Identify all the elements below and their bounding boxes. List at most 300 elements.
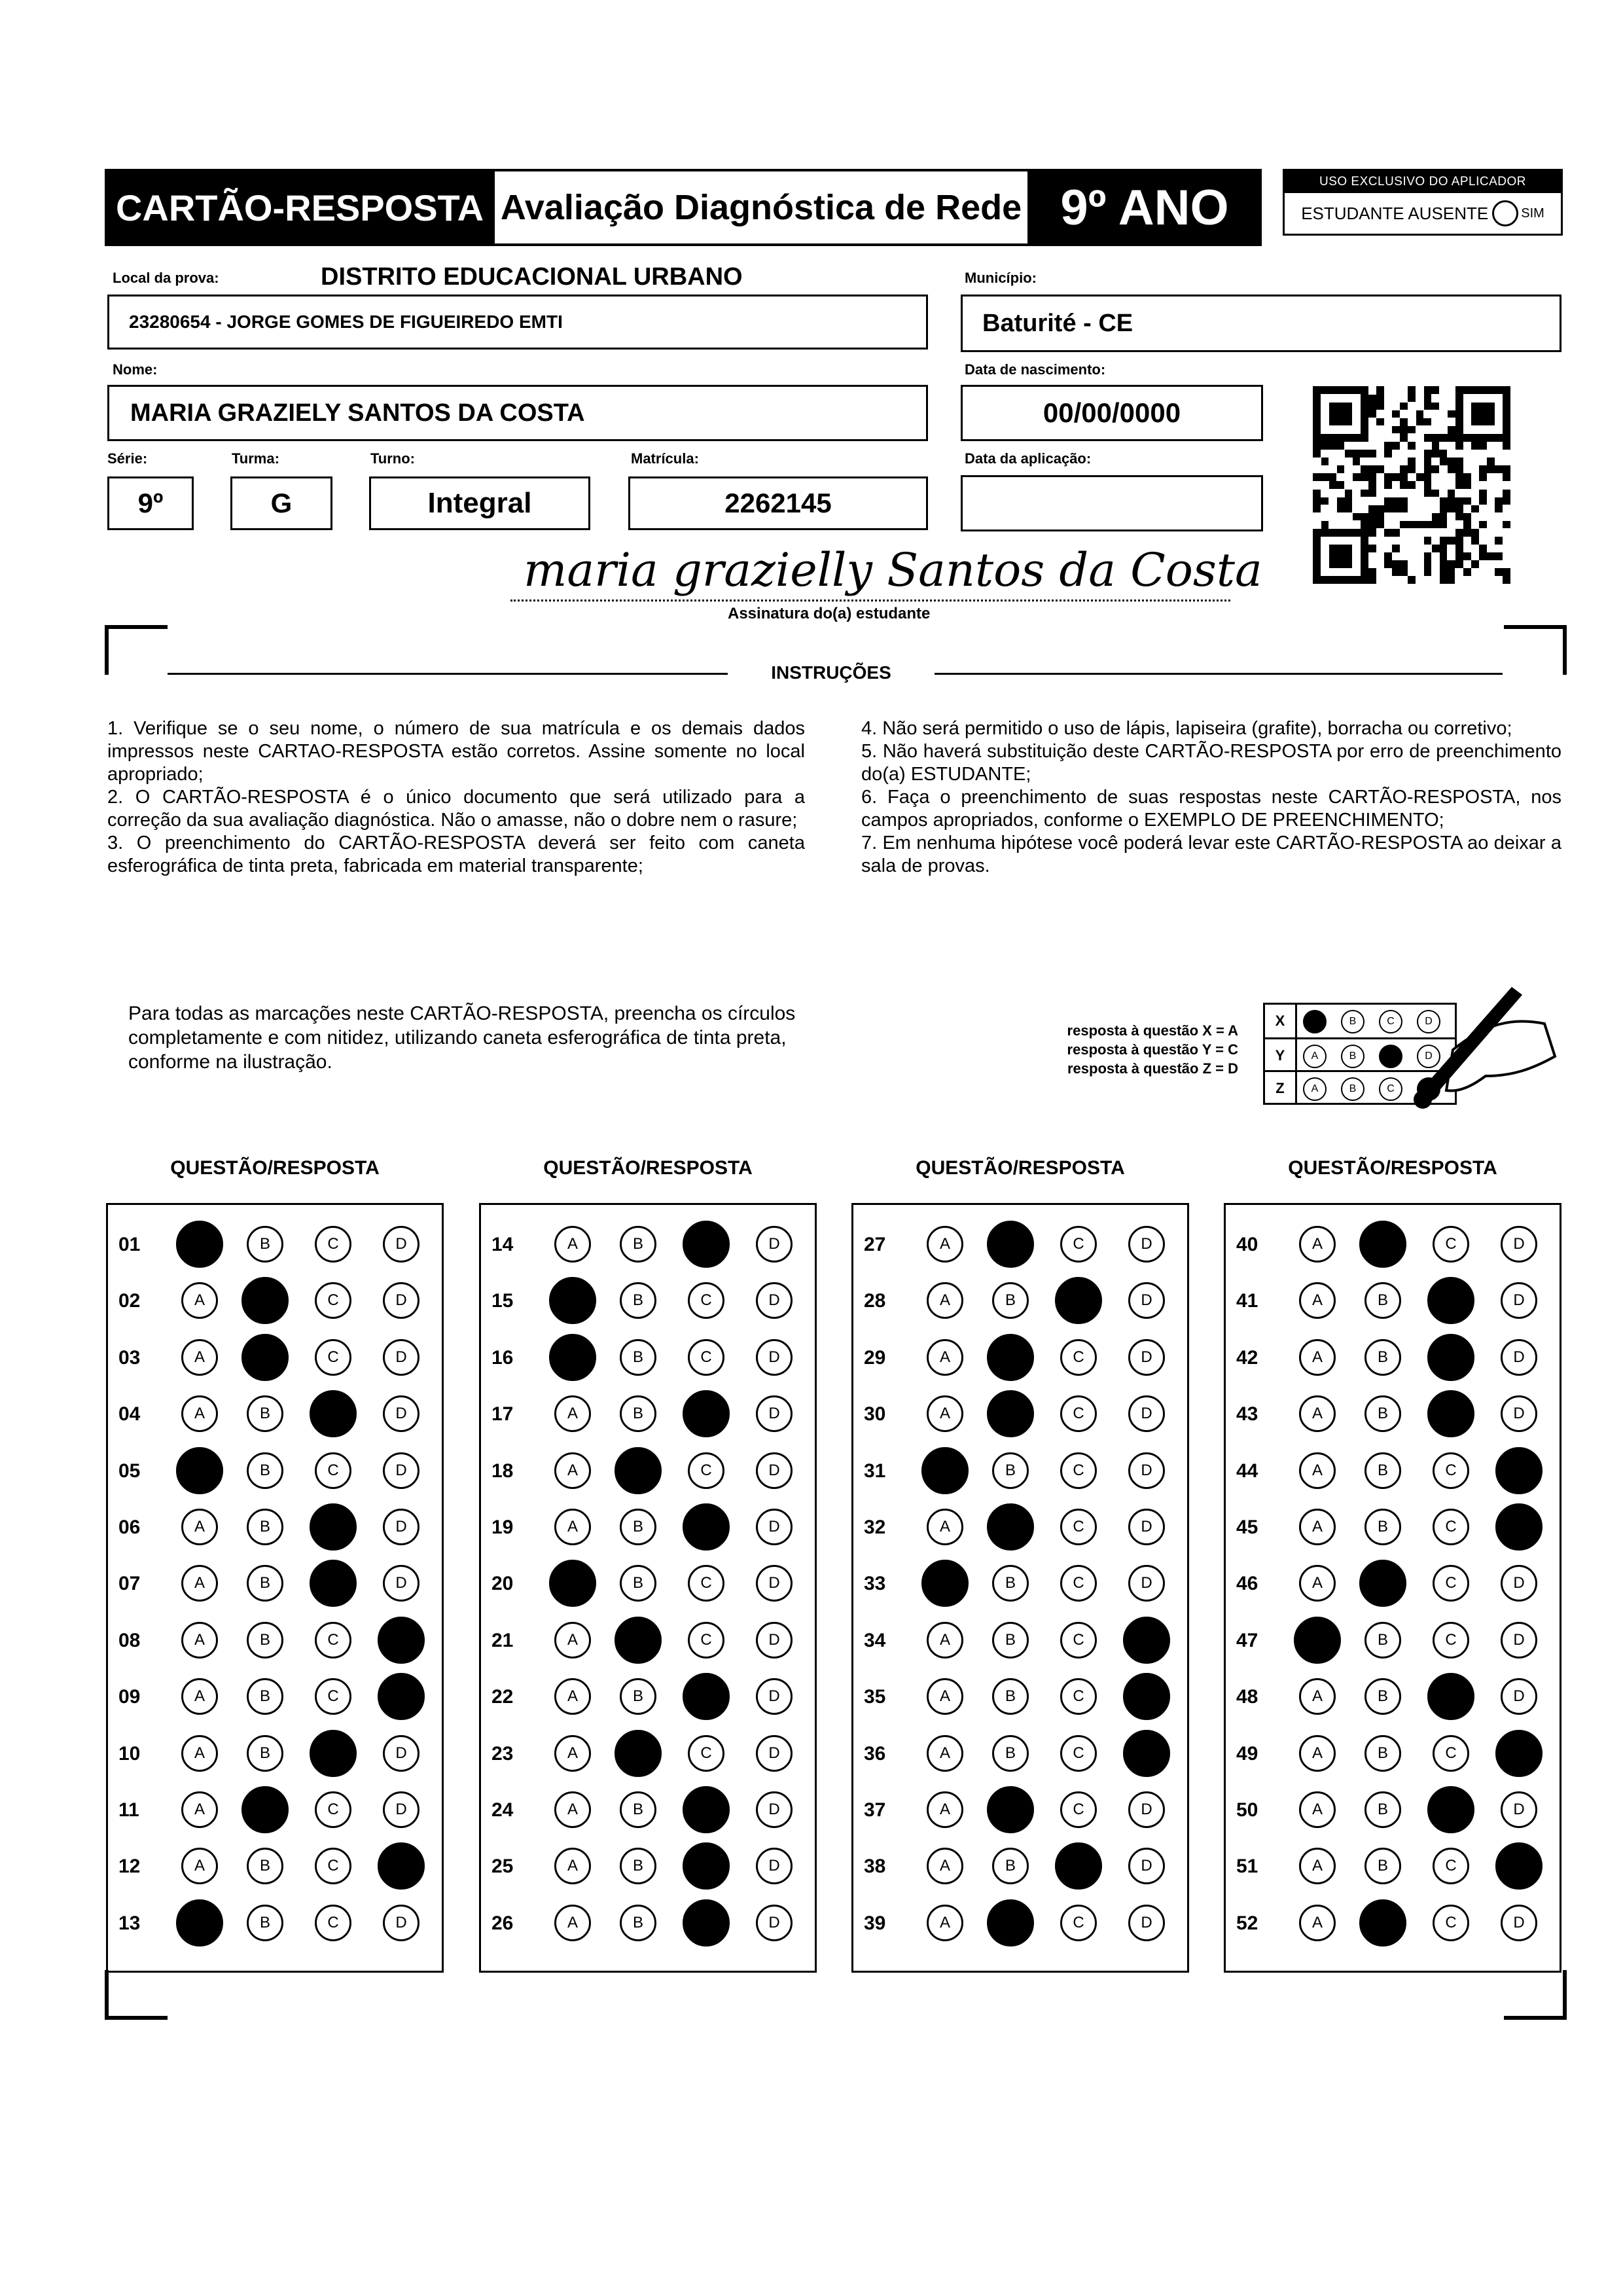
answer-bubble-c[interactable]: C xyxy=(1060,1565,1097,1602)
answer-bubble-b[interactable]: B xyxy=(247,1905,283,1941)
question-number: 05 xyxy=(118,1460,141,1482)
answer-bubble-c[interactable] xyxy=(310,1560,357,1607)
answer-bubble-c[interactable]: C xyxy=(1433,1509,1469,1545)
answer-bubble-d[interactable]: D xyxy=(383,1282,419,1319)
nome-value: MARIA GRAZIELY SANTOS DA COSTA xyxy=(130,399,585,427)
answer-bubble-d[interactable]: D xyxy=(756,1509,793,1545)
answer-bubble-d[interactable] xyxy=(378,1617,425,1664)
answer-bubble-c[interactable]: C xyxy=(1433,1226,1469,1263)
answer-bubble-c[interactable]: C xyxy=(1060,1735,1097,1772)
question-number: 08 xyxy=(118,1629,141,1651)
answer-bubble-b[interactable]: B xyxy=(992,1848,1029,1884)
answer-bubble-d[interactable]: D xyxy=(383,1395,419,1432)
answer-bubble-a[interactable]: A xyxy=(181,1339,218,1376)
answer-bubble-b[interactable]: B xyxy=(1364,1339,1401,1376)
question-row xyxy=(1226,1564,1560,1603)
answer-bubble-b[interactable] xyxy=(241,1277,289,1324)
answer-bubble-d[interactable]: D xyxy=(756,1395,793,1432)
answer-bubble-b[interactable]: B xyxy=(247,1509,283,1545)
answer-bubble-b[interactable]: B xyxy=(620,1905,656,1941)
question-number: 36 xyxy=(864,1742,886,1765)
answer-bubble-b[interactable] xyxy=(1359,1560,1406,1607)
answer-bubble-b[interactable]: B xyxy=(247,1735,283,1772)
matricula-field xyxy=(628,476,928,530)
answer-bubble-d[interactable]: D xyxy=(1128,1905,1165,1941)
answer-bubble-d[interactable]: D xyxy=(1128,1565,1165,1602)
question-row xyxy=(853,1507,1187,1547)
answer-bubble-b[interactable]: B xyxy=(1364,1735,1401,1772)
answer-bubble-b[interactable] xyxy=(987,1390,1034,1437)
answer-bubble-a[interactable]: A xyxy=(554,1622,591,1659)
answer-bubble-a[interactable]: A xyxy=(554,1395,591,1432)
question-row xyxy=(481,1790,815,1829)
column-header: QUESTÃO/RESPOSTA xyxy=(1288,1157,1497,1179)
question-row xyxy=(853,1734,1187,1773)
answer-bubble-d[interactable]: D xyxy=(383,1905,419,1941)
municipio-value: Baturité - CE xyxy=(982,309,1133,337)
answer-bubble-b[interactable]: B xyxy=(620,1848,656,1884)
column-header: QUESTÃO/RESPOSTA xyxy=(543,1157,753,1179)
answer-bubble-c[interactable] xyxy=(1427,1334,1474,1381)
answer-bubble-c[interactable] xyxy=(683,1390,730,1437)
question-row xyxy=(1226,1394,1560,1433)
answer-bubble-d[interactable]: D xyxy=(383,1226,419,1263)
answer-bubble-c[interactable]: C xyxy=(1060,1452,1097,1489)
answer-bubble-d[interactable]: D xyxy=(1501,1565,1537,1602)
answer-bubble-b[interactable]: B xyxy=(620,1282,656,1319)
answer-bubble-a[interactable]: A xyxy=(554,1226,591,1263)
question-row xyxy=(1226,1734,1560,1773)
example-bubble-a: A xyxy=(1303,1045,1327,1068)
answer-bubble-a[interactable]: A xyxy=(181,1848,218,1884)
question-row xyxy=(108,1677,442,1716)
question-number: 41 xyxy=(1236,1290,1258,1312)
answer-bubble-c[interactable]: C xyxy=(1060,1678,1097,1715)
answer-bubble-d[interactable]: D xyxy=(756,1622,793,1659)
answer-bubble-b[interactable]: B xyxy=(1364,1395,1401,1432)
answer-bubble-d[interactable]: D xyxy=(756,1678,793,1715)
answer-bubble-b[interactable]: B xyxy=(1364,1452,1401,1489)
answer-bubble-c[interactable]: C xyxy=(688,1735,724,1772)
serie-field xyxy=(107,476,194,530)
question-number: 51 xyxy=(1236,1856,1258,1878)
municipio-label: Município: xyxy=(965,270,1037,286)
answer-bubble-a[interactable]: A xyxy=(1299,1282,1336,1319)
answer-bubble-b[interactable]: B xyxy=(1364,1678,1401,1715)
answer-bubble-a[interactable] xyxy=(176,1899,223,1946)
evaluation-title-text: Avaliação Diagnóstica de Rede xyxy=(500,188,1022,227)
answer-bubble-b[interactable] xyxy=(987,1899,1034,1946)
question-number: 28 xyxy=(864,1290,886,1312)
answer-bubble-c[interactable]: C xyxy=(688,1565,724,1602)
question-row xyxy=(481,1677,815,1716)
answer-bubble-a[interactable]: A xyxy=(927,1678,963,1715)
answer-bubble-d[interactable]: D xyxy=(756,1735,793,1772)
answer-bubble-a[interactable] xyxy=(176,1447,223,1494)
answer-bubble-a[interactable]: A xyxy=(181,1622,218,1659)
answer-bubble-c[interactable] xyxy=(683,1842,730,1890)
answer-bubble-c[interactable]: C xyxy=(1433,1735,1469,1772)
answer-bubble-b[interactable]: B xyxy=(247,1395,283,1432)
question-row xyxy=(481,1734,815,1773)
answer-bubble-a[interactable]: A xyxy=(181,1395,218,1432)
answer-bubble-c[interactable]: C xyxy=(315,1282,351,1319)
answer-bubble-a[interactable]: A xyxy=(554,1452,591,1489)
answer-bubble-a[interactable]: A xyxy=(181,1509,218,1545)
matricula-label: Matrícula: xyxy=(631,450,699,467)
answer-bubble-d[interactable]: D xyxy=(383,1509,419,1545)
nome-field xyxy=(107,385,928,441)
answer-bubble-a[interactable]: A xyxy=(181,1678,218,1715)
question-row xyxy=(108,1734,442,1773)
question-row xyxy=(108,1281,442,1320)
example-row-label: Y xyxy=(1265,1039,1297,1072)
answer-bubble-d[interactable]: D xyxy=(756,1339,793,1376)
answer-bubble-b[interactable]: B xyxy=(247,1452,283,1489)
answer-bubble-a[interactable] xyxy=(921,1560,969,1607)
question-row xyxy=(853,1225,1187,1264)
question-number: 27 xyxy=(864,1234,886,1255)
answer-bubble-a[interactable]: A xyxy=(927,1339,963,1376)
example-legend-x: resposta à questão X = A xyxy=(1067,1022,1238,1039)
answer-bubble-b[interactable] xyxy=(241,1334,289,1381)
answer-column xyxy=(106,1203,444,1973)
question-row xyxy=(108,1394,442,1433)
answer-bubble-a[interactable]: A xyxy=(1299,1791,1336,1828)
question-number: 20 xyxy=(491,1573,514,1595)
answer-bubble-a[interactable]: A xyxy=(1299,1848,1336,1884)
answer-bubble-b[interactable]: B xyxy=(620,1339,656,1376)
answer-bubble-b[interactable] xyxy=(615,1447,662,1494)
answer-bubble-b[interactable]: B xyxy=(620,1509,656,1545)
answer-bubble-a[interactable]: A xyxy=(181,1565,218,1602)
answer-bubble-c[interactable]: C xyxy=(1060,1791,1097,1828)
answer-bubble-b[interactable]: B xyxy=(992,1622,1029,1659)
answer-bubble-d[interactable]: D xyxy=(756,1226,793,1263)
answer-bubble-b[interactable] xyxy=(241,1786,289,1833)
answer-bubble-c[interactable] xyxy=(683,1673,730,1720)
answer-bubble-a[interactable] xyxy=(921,1447,969,1494)
answer-bubble-a[interactable] xyxy=(549,1560,596,1607)
answer-bubble-c[interactable] xyxy=(1427,1786,1474,1833)
example-row-label: X xyxy=(1265,1005,1297,1037)
answer-bubble-c[interactable] xyxy=(683,1221,730,1268)
answer-bubble-d[interactable]: D xyxy=(1501,1678,1537,1715)
example-bubble-d: D xyxy=(1417,1045,1440,1068)
answer-bubble-b[interactable] xyxy=(615,1617,662,1664)
answer-bubble-a[interactable]: A xyxy=(927,1282,963,1319)
column-header: QUESTÃO/RESPOSTA xyxy=(916,1157,1125,1179)
question-row xyxy=(853,1564,1187,1603)
answer-bubble-a[interactable] xyxy=(176,1221,223,1268)
answer-bubble-c[interactable]: C xyxy=(315,1905,351,1941)
answer-bubble-d[interactable]: D xyxy=(1128,1339,1165,1376)
answer-bubble-d[interactable]: D xyxy=(1128,1452,1165,1489)
answer-column xyxy=(851,1203,1189,1973)
corner-mark-bottom-right xyxy=(1504,1970,1567,2020)
question-row xyxy=(481,1451,815,1490)
question-number: 13 xyxy=(118,1912,141,1934)
answer-bubble-d[interactable]: D xyxy=(1501,1339,1537,1376)
answer-bubble-b[interactable] xyxy=(1359,1221,1406,1268)
answer-bubble-c[interactable]: C xyxy=(688,1339,724,1376)
answer-bubble-c[interactable]: C xyxy=(688,1452,724,1489)
answer-bubble-a[interactable]: A xyxy=(1299,1678,1336,1715)
answer-bubble-d[interactable]: D xyxy=(1128,1226,1165,1263)
answer-bubble-b[interactable]: B xyxy=(992,1735,1029,1772)
answer-bubble-d[interactable]: D xyxy=(756,1282,793,1319)
answer-bubble-d[interactable] xyxy=(378,1673,425,1720)
answer-bubble-d[interactable]: D xyxy=(1501,1395,1537,1432)
example-bubble-d: D xyxy=(1417,1010,1440,1033)
answer-bubble-c[interactable] xyxy=(683,1503,730,1551)
answer-bubble-b[interactable]: B xyxy=(1364,1282,1401,1319)
question-number: 44 xyxy=(1236,1460,1258,1482)
answer-bubble-c[interactable]: C xyxy=(688,1622,724,1659)
answer-bubble-b[interactable]: B xyxy=(992,1565,1029,1602)
answer-bubble-c[interactable] xyxy=(1055,1842,1102,1890)
answer-bubble-c[interactable]: C xyxy=(688,1282,724,1319)
answer-bubble-d[interactable]: D xyxy=(1128,1282,1165,1319)
answer-bubble-d[interactable]: D xyxy=(1128,1509,1165,1545)
ausente-checkbox[interactable] xyxy=(1492,200,1518,226)
answer-bubble-d[interactable]: D xyxy=(1501,1622,1537,1659)
answer-bubble-d[interactable] xyxy=(1495,1730,1543,1777)
question-row xyxy=(481,1507,815,1547)
question-row xyxy=(108,1451,442,1490)
answer-bubble-a[interactable]: A xyxy=(554,1678,591,1715)
question-number: 30 xyxy=(864,1403,886,1426)
local-label: Local da prova: xyxy=(113,270,219,286)
answer-bubble-a[interactable]: A xyxy=(1299,1509,1336,1545)
answer-bubble-c[interactable]: C xyxy=(315,1791,351,1828)
answer-bubble-a[interactable]: A xyxy=(1299,1339,1336,1376)
answer-bubble-d[interactable]: D xyxy=(1128,1395,1165,1432)
answer-bubble-b[interactable]: B xyxy=(620,1226,656,1263)
answer-bubble-c[interactable]: C xyxy=(315,1339,351,1376)
answer-bubble-b[interactable]: B xyxy=(620,1395,656,1432)
answer-bubble-c[interactable] xyxy=(683,1899,730,1946)
answer-bubble-a[interactable]: A xyxy=(927,1791,963,1828)
answer-bubble-d[interactable]: D xyxy=(383,1565,419,1602)
answer-bubble-d[interactable]: D xyxy=(1501,1282,1537,1319)
answer-bubble-d[interactable]: D xyxy=(1128,1848,1165,1884)
answer-bubble-a[interactable]: A xyxy=(1299,1735,1336,1772)
answer-bubble-a[interactable]: A xyxy=(181,1735,218,1772)
answer-bubble-a[interactable] xyxy=(549,1334,596,1381)
question-row xyxy=(481,1846,815,1886)
answer-bubble-b[interactable]: B xyxy=(1364,1791,1401,1828)
answer-bubble-c[interactable]: C xyxy=(1433,1622,1469,1659)
answer-bubble-b[interactable]: B xyxy=(992,1678,1029,1715)
qr-code xyxy=(1313,386,1510,584)
turno-label: Turno: xyxy=(370,450,416,467)
answer-bubble-d[interactable] xyxy=(1495,1447,1543,1494)
answer-bubble-b[interactable] xyxy=(1359,1899,1406,1946)
answer-bubble-c[interactable]: C xyxy=(1060,1905,1097,1941)
answer-bubble-c[interactable]: C xyxy=(315,1452,351,1489)
answer-bubble-a[interactable]: A xyxy=(554,1848,591,1884)
question-number: 37 xyxy=(864,1799,886,1821)
question-row xyxy=(1226,1790,1560,1829)
question-number: 35 xyxy=(864,1686,886,1708)
answer-bubble-c[interactable]: C xyxy=(315,1848,351,1884)
answer-bubble-a[interactable]: A xyxy=(181,1791,218,1828)
answer-bubble-c[interactable] xyxy=(1427,1277,1474,1324)
question-row xyxy=(481,1225,815,1264)
answer-bubble-b[interactable] xyxy=(987,1786,1034,1833)
answer-bubble-c[interactable] xyxy=(310,1503,357,1551)
answer-bubble-a[interactable]: A xyxy=(1299,1395,1336,1432)
answer-bubble-b[interactable] xyxy=(987,1221,1034,1268)
answer-bubble-c[interactable]: C xyxy=(1433,1452,1469,1489)
answer-bubble-c[interactable]: C xyxy=(1060,1339,1097,1376)
answer-bubble-b[interactable]: B xyxy=(247,1622,283,1659)
answer-bubble-d[interactable] xyxy=(1495,1842,1543,1890)
question-row xyxy=(1226,1451,1560,1490)
answer-bubble-d[interactable]: D xyxy=(383,1339,419,1376)
question-number: 43 xyxy=(1236,1403,1258,1426)
answer-bubble-a[interactable]: A xyxy=(927,1905,963,1941)
question-row xyxy=(1226,1507,1560,1547)
example-bubble-a: A xyxy=(1303,1077,1327,1101)
municipio-field xyxy=(961,295,1561,352)
question-row xyxy=(108,1225,442,1264)
answer-bubble-d[interactable]: D xyxy=(1501,1791,1537,1828)
answer-bubble-b[interactable]: B xyxy=(620,1678,656,1715)
question-row xyxy=(108,1846,442,1886)
answer-bubble-c[interactable]: C xyxy=(1060,1226,1097,1263)
answer-bubble-a[interactable]: A xyxy=(927,1226,963,1263)
answer-bubble-a[interactable] xyxy=(1294,1617,1341,1664)
aplicacao-label: Data da aplicação: xyxy=(965,450,1092,467)
question-number: 18 xyxy=(491,1460,514,1482)
answer-bubble-d[interactable]: D xyxy=(756,1905,793,1941)
answer-bubble-b[interactable]: B xyxy=(992,1452,1029,1489)
answer-bubble-a[interactable]: A xyxy=(1299,1905,1336,1941)
question-row xyxy=(108,1564,442,1603)
answer-bubble-a[interactable]: A xyxy=(1299,1565,1336,1602)
answer-bubble-a[interactable]: A xyxy=(554,1905,591,1941)
answer-bubble-a[interactable]: A xyxy=(1299,1452,1336,1489)
answer-bubble-b[interactable]: B xyxy=(1364,1622,1401,1659)
answer-bubble-c[interactable]: C xyxy=(1433,1565,1469,1602)
example-bubble-c: C xyxy=(1379,1010,1402,1033)
answer-bubble-c[interactable]: C xyxy=(315,1622,351,1659)
answer-bubble-a[interactable]: A xyxy=(554,1735,591,1772)
question-number: 17 xyxy=(491,1403,514,1426)
answer-bubble-c[interactable] xyxy=(1055,1277,1102,1324)
answer-bubble-c[interactable]: C xyxy=(315,1678,351,1715)
answer-bubble-c[interactable] xyxy=(683,1786,730,1833)
answer-bubble-b[interactable]: B xyxy=(247,1848,283,1884)
answer-bubble-d[interactable] xyxy=(1495,1503,1543,1551)
answer-bubble-a[interactable] xyxy=(549,1277,596,1324)
question-number: 31 xyxy=(864,1460,886,1482)
answer-bubble-d[interactable]: D xyxy=(756,1452,793,1489)
question-row xyxy=(853,1677,1187,1716)
local-value: 23280654 - JORGE GOMES DE FIGUEIREDO EMTI xyxy=(129,312,563,332)
answer-bubble-d[interactable]: D xyxy=(1501,1226,1537,1263)
answer-bubble-a[interactable]: A xyxy=(927,1509,963,1545)
answer-bubble-d[interactable]: D xyxy=(756,1565,793,1602)
answer-bubble-a[interactable]: A xyxy=(554,1509,591,1545)
answer-bubble-d[interactable]: D xyxy=(383,1452,419,1489)
question-row xyxy=(481,1621,815,1660)
question-number: 10 xyxy=(118,1742,141,1765)
answer-bubble-b[interactable]: B xyxy=(620,1565,656,1602)
answer-bubble-a[interactable]: A xyxy=(1299,1226,1336,1263)
answer-bubble-d[interactable] xyxy=(1123,1617,1170,1664)
turma-label: Turma: xyxy=(232,450,279,467)
answer-bubble-d[interactable]: D xyxy=(1501,1905,1537,1941)
question-row xyxy=(853,1621,1187,1660)
question-row xyxy=(481,1338,815,1377)
answer-bubble-d[interactable] xyxy=(378,1842,425,1890)
uso-exclusivo-title: USO EXCLUSIVO DO APLICADOR xyxy=(1285,171,1561,193)
pen-hand-icon xyxy=(1414,978,1558,1109)
answer-bubble-c[interactable]: C xyxy=(1060,1509,1097,1545)
question-row xyxy=(481,1394,815,1433)
answer-bubble-c[interactable] xyxy=(1427,1673,1474,1720)
answer-bubble-a[interactable]: A xyxy=(554,1791,591,1828)
question-row xyxy=(853,1338,1187,1377)
question-number: 48 xyxy=(1236,1686,1258,1708)
answer-bubble-d[interactable]: D xyxy=(756,1791,793,1828)
answer-bubble-b[interactable]: B xyxy=(992,1282,1029,1319)
question-number: 47 xyxy=(1236,1629,1258,1651)
question-number: 19 xyxy=(491,1516,514,1538)
answer-bubble-b[interactable]: B xyxy=(1364,1848,1401,1884)
answer-bubble-d[interactable] xyxy=(1123,1673,1170,1720)
answer-bubble-a[interactable]: A xyxy=(927,1395,963,1432)
answer-bubble-c[interactable] xyxy=(310,1390,357,1437)
answer-bubble-c[interactable]: C xyxy=(1060,1622,1097,1659)
answer-bubble-a[interactable]: A xyxy=(927,1735,963,1772)
question-number: 12 xyxy=(118,1856,141,1878)
answer-bubble-d[interactable] xyxy=(1123,1730,1170,1777)
answer-bubble-d[interactable]: D xyxy=(383,1791,419,1828)
question-row xyxy=(108,1903,442,1943)
answer-bubble-b[interactable]: B xyxy=(247,1565,283,1602)
answer-bubble-b[interactable]: B xyxy=(247,1678,283,1715)
answer-column xyxy=(1224,1203,1561,1973)
answer-bubble-c[interactable]: C xyxy=(315,1226,351,1263)
question-number: 23 xyxy=(491,1742,514,1765)
example-bubble-a xyxy=(1303,1010,1327,1033)
answer-bubble-d[interactable]: D xyxy=(383,1735,419,1772)
example-legend-y: resposta à questão Y = C xyxy=(1067,1041,1238,1058)
answer-bubble-d[interactable]: D xyxy=(1128,1791,1165,1828)
answer-bubble-c[interactable]: C xyxy=(1433,1905,1469,1941)
answer-bubble-c[interactable]: C xyxy=(1433,1848,1469,1884)
answer-bubble-c[interactable]: C xyxy=(1060,1395,1097,1432)
answer-bubble-b[interactable]: B xyxy=(1364,1509,1401,1545)
answer-bubble-a[interactable]: A xyxy=(927,1622,963,1659)
answer-bubble-b[interactable]: B xyxy=(620,1791,656,1828)
instructions-rule-left xyxy=(168,673,728,675)
answer-bubble-b[interactable] xyxy=(987,1334,1034,1381)
answer-bubble-b[interactable] xyxy=(987,1503,1034,1551)
answer-bubble-b[interactable] xyxy=(615,1730,662,1777)
answer-bubble-a[interactable]: A xyxy=(927,1848,963,1884)
answer-bubble-a[interactable]: A xyxy=(181,1282,218,1319)
answer-bubble-b[interactable]: B xyxy=(247,1226,283,1263)
answer-bubble-d[interactable]: D xyxy=(756,1848,793,1884)
answer-bubble-c[interactable] xyxy=(310,1730,357,1777)
aplicacao-field xyxy=(961,475,1263,531)
answer-bubble-c[interactable] xyxy=(1427,1390,1474,1437)
